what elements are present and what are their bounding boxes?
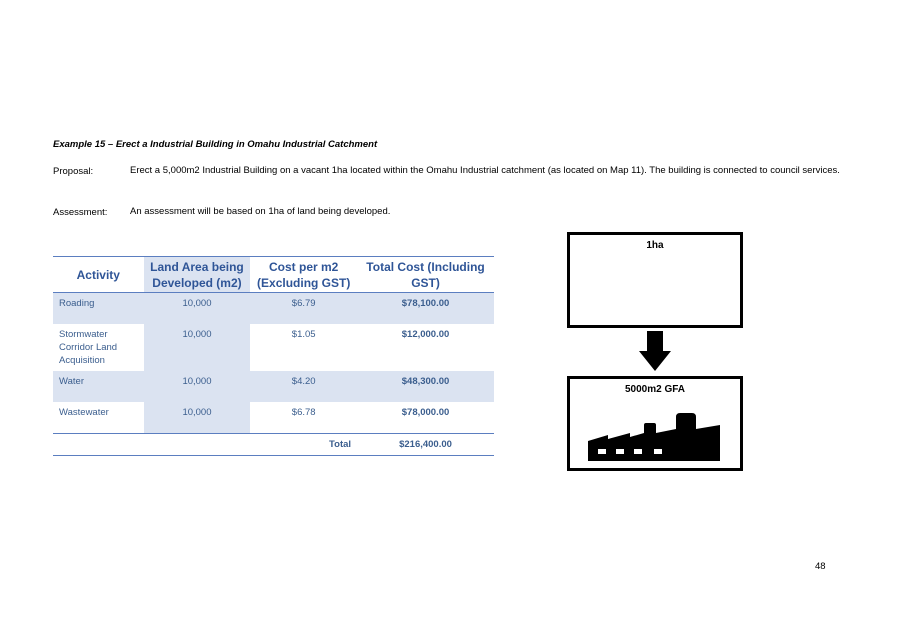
cell-total: $48,300.00 <box>357 371 494 402</box>
assessment-label: Assessment: <box>53 207 108 218</box>
cell-cost: $6.78 <box>291 407 316 418</box>
header-activity: Activity <box>53 257 144 293</box>
total-row <box>53 434 494 456</box>
cell-total: $78,100.00 <box>357 293 494 325</box>
table-row <box>53 293 494 325</box>
cell-activity: Stormwater Corridor Land Acquisition <box>59 329 118 366</box>
table-row <box>53 324 494 371</box>
total-value: $216,400.00 <box>357 434 494 456</box>
cell-activity: Water <box>53 371 144 402</box>
page-number: 48 <box>815 561 826 572</box>
cell-activity: Roading <box>53 293 144 325</box>
cell-activity: Wastewater <box>59 407 109 418</box>
cell-total: $78,000.00 <box>401 407 450 418</box>
table-header-row <box>53 257 494 293</box>
table-row <box>53 371 494 402</box>
cell-cost: $6.79 <box>250 293 357 325</box>
cell-area: 10,000 <box>144 324 251 371</box>
header-land-area: Land Area being Developed (m2) <box>144 257 251 293</box>
assessment-text: An assessment will be based on 1ha of land being developed. <box>130 206 391 217</box>
cell-cost: $1.05 <box>291 329 316 340</box>
building-box-label: 5000m2 GFA <box>624 384 686 395</box>
down-arrow-icon <box>637 331 673 373</box>
factory-icon <box>586 411 726 463</box>
building-box <box>567 376 743 471</box>
proposal-label: Proposal: <box>53 166 94 177</box>
header-total-cost: Total Cost (Including GST) <box>357 257 494 293</box>
cell-total: $12,000.00 <box>401 329 450 340</box>
cost-table <box>53 256 494 456</box>
table-row <box>53 402 494 434</box>
cell-area: 10,000 <box>144 402 251 434</box>
total-label: Total <box>250 434 357 456</box>
land-box-label: 1ha <box>646 240 664 251</box>
proposal-text: Erect a 5,000m2 Industrial Building on a vacant 1ha located within the Omahu Industrial catchment (as located on Map 11). The building is connected to council services. <box>130 165 840 176</box>
cell-area: 10,000 <box>144 293 251 325</box>
cell-area: 10,000 <box>144 371 251 402</box>
cell-cost: $4.20 <box>250 371 357 402</box>
header-cost-per-m2: Cost per m2 (Excluding GST) <box>250 257 357 293</box>
land-box <box>567 232 743 328</box>
example-heading: Example 15 – Erect a Industrial Building in Omahu Industrial Catchment <box>53 139 378 150</box>
